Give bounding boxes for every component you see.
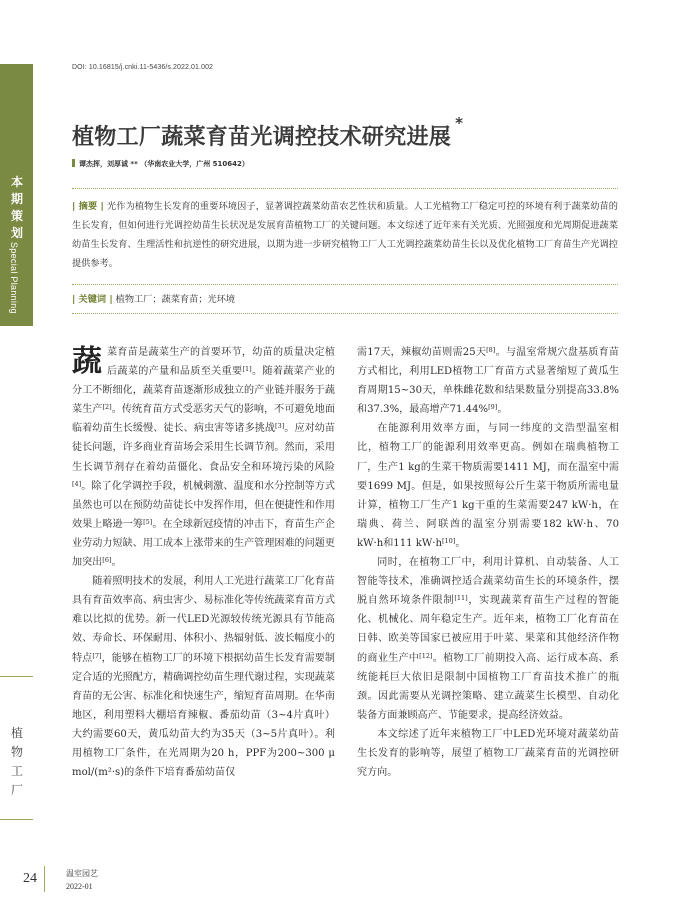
footer-divider bbox=[44, 866, 45, 892]
paragraph bbox=[72, 572, 335, 782]
text-run: 。 bbox=[497, 404, 508, 416]
text-run: 同时，在植物工厂中，利用计算机、自动装备、人工智能等技术，准确调控适合蔬菜幼苗生长的环境条件，摆脱自然环境条件限制 bbox=[357, 557, 619, 607]
text-run: 。 bbox=[455, 537, 466, 549]
abstract bbox=[72, 197, 618, 273]
paragraph bbox=[72, 343, 335, 572]
divider bbox=[72, 188, 618, 189]
section-label-en: Special Planning bbox=[9, 242, 19, 314]
text-run: 。应对幼苗徒长问题，许多商业育苗场会采用生长调节剂。然而，采用生长调节剂存在着幼苗僵化、食品安全和环境污染的风险 bbox=[72, 423, 336, 473]
drop-cap: 蔬 bbox=[72, 344, 102, 379]
citation: [1] bbox=[242, 365, 252, 374]
text-run: ，实现蔬菜育苗生产过程的智能化、机械化、周年稳定生产。近年来，植物工厂化育苗在日韩、欧美等国家已被应用于叶菜、果菜和其他经济作物的商业生产中 bbox=[357, 595, 620, 664]
citation: [8] bbox=[486, 346, 496, 354]
citation: [11] bbox=[454, 594, 468, 603]
article-title bbox=[72, 114, 464, 151]
topic-label-cn: 植物工厂 bbox=[10, 726, 23, 797]
page-number: 24 bbox=[23, 871, 37, 886]
citation: [3] bbox=[275, 422, 285, 431]
journal-issue: 2022-01 bbox=[66, 882, 93, 891]
citation: [4] bbox=[72, 479, 82, 488]
text-run: 本文综述了近年来植物工厂中LED光环境对蔬菜幼苗生长发育的影响等，展望了植物工厂蔬菜育苗的光调控研究方向。 bbox=[357, 728, 619, 779]
text-run: 。 bbox=[111, 557, 122, 569]
divider bbox=[72, 284, 618, 285]
text-run: 需17天，辣椒幼苗则需25天 bbox=[357, 347, 487, 358]
text-run: 。与温室常规穴盘基质育苗方式相比，利用LED植物工厂育苗方式显著缩短了黄瓜生育周期15~30天，单株雌花数和结果数量分别提高33.8%和37.3%，最高增产71.44% bbox=[357, 347, 619, 416]
keywords bbox=[72, 291, 235, 305]
text-run: 。在全球新冠疫情的冲击下，育苗生产企业劳动力短缺、用工成本上涨带来的生产管理困难的问题更加突出 bbox=[72, 518, 336, 569]
title-text: 植物工厂蔬菜育苗光调控技术研究进展 bbox=[72, 125, 452, 150]
author-line bbox=[72, 159, 249, 169]
citation: [12] bbox=[419, 651, 433, 660]
keywords-text: 植物工厂；蔬菜育苗；光环境 bbox=[115, 294, 236, 305]
text-run: ，能够在植物工厂的环境下根据幼苗生长发育需要制定合适的光照配方，精确调控幼苗生理代谢过程，实现蔬菜育苗的无公害、标准化和快速生产，缩短育苗周期。在华南地区，利用塑料大棚培育辣椒、番茄幼苗（3~4片真叶）大约需要60天，黄瓜幼苗大约为35天（3~5片真叶）。利用植物工厂条件，在光周期为20 h，PPF为200~300 μ mol/(m²·s)的条件下培育番茄幼苗仅 bbox=[72, 652, 336, 779]
paragraph bbox=[357, 343, 619, 419]
doi-line: DOI: 10.16815/j.cnki.11-5436/s.2022.01.002 bbox=[72, 64, 214, 71]
author-marker bbox=[72, 159, 75, 167]
paragraph bbox=[357, 725, 619, 782]
paragraph bbox=[357, 419, 619, 553]
citation: [10] bbox=[441, 536, 456, 545]
citation: [6] bbox=[102, 556, 112, 565]
body-column-left bbox=[72, 343, 335, 782]
citation: [2] bbox=[102, 403, 112, 412]
author-text: 谭杰挥，刘厚诚 ** （华南农业大学，广州 510642） bbox=[79, 160, 249, 168]
text-run: 随着照明技术的发展，利用人工光进行蔬菜工厂化育苗具有育苗效率高、病虫害少、易标准化等传统蔬菜育苗方式难以比拟的优势。新一代LED光源较传统光源具有节能高效、寿命长、环保耐用、体积小、热辐射低、波长幅度小的特点 bbox=[72, 576, 335, 664]
section-label-cn: 本期策划 bbox=[10, 175, 23, 240]
title-footnote-mark: * bbox=[455, 114, 464, 132]
text-run: 。植物工厂前期投入高、运行成本高、系统能耗巨大依旧是限制中国植物工厂育苗技术推广的瓶颈。因此需要从光调控策略、建立蔬菜生长模型、自动化装备方面兼顾高产、节能要求，提高经济效益。 bbox=[357, 652, 620, 721]
citation: [9] bbox=[488, 403, 498, 412]
divider bbox=[72, 313, 618, 314]
text-run: 。传统育苗方式受恶劣天气的影响，不可避免地面临着幼苗生长缓慢、徒长、病虫害等诸多挑战 bbox=[72, 404, 336, 435]
text-run: 。随着蔬菜产业的分工不断细化，蔬菜育苗逐渐形成独立的产业链并服务于蔬菜生产 bbox=[72, 366, 336, 416]
keywords-label: | 关键词 | bbox=[72, 294, 113, 305]
journal-name: 温室园艺 bbox=[66, 869, 98, 878]
abstract-label: | 摘要 | bbox=[72, 201, 104, 212]
citation: [5] bbox=[143, 517, 153, 526]
citation: [7] bbox=[92, 651, 102, 660]
text-run: 在能源利用效率方面，与同一纬度的文浩型温室相比，植物工厂的能源利用效率更高。例如在瑞典植物工厂，生产1 kg的生菜干物质需要1411 MJ，而在温室中需要1699 MJ。但是，如果按照每公斤生菜干物质所需电量计算，植物工厂生产1 kg干重的生菜需要247 kW·h，在瑞典、荷兰、阿联酋的温室分别需要182 kW·h、70 kW·h和111 kW·h bbox=[357, 423, 619, 549]
body-column-right bbox=[357, 343, 619, 782]
abstract-text: 光作为植物生长发育的重要环境因子，显著调控蔬菜幼苗农艺性状和质量。人工光植物工厂稳定可控的环境有利于蔬菜幼苗的生长发育，但如何进行光调控幼苗生长状况是发展育苗植物工厂的关键问题。本文综述了近年来有关光质、光照强度和光周期促进蔬菜幼苗生长发育、生理活性和抗逆性的研究进展，以期为进一步研究植物工厂人工光调控蔬菜幼苗生长以及优化植物工厂育苗生产光调控提供参考。 bbox=[72, 201, 618, 269]
text-run: 。除了化学调控手段，机械刺激、温度和水分控制等方式虽然也可以在预防幼苗徒长中发挥作用，但在便捷性和作用效果上略逊一筹 bbox=[72, 480, 335, 530]
text-run: 菜育苗是蔬菜生产的首要环节，幼苗的质量决定植后蔬菜的产量和品质至关重要 bbox=[107, 347, 335, 378]
paragraph bbox=[357, 553, 619, 725]
